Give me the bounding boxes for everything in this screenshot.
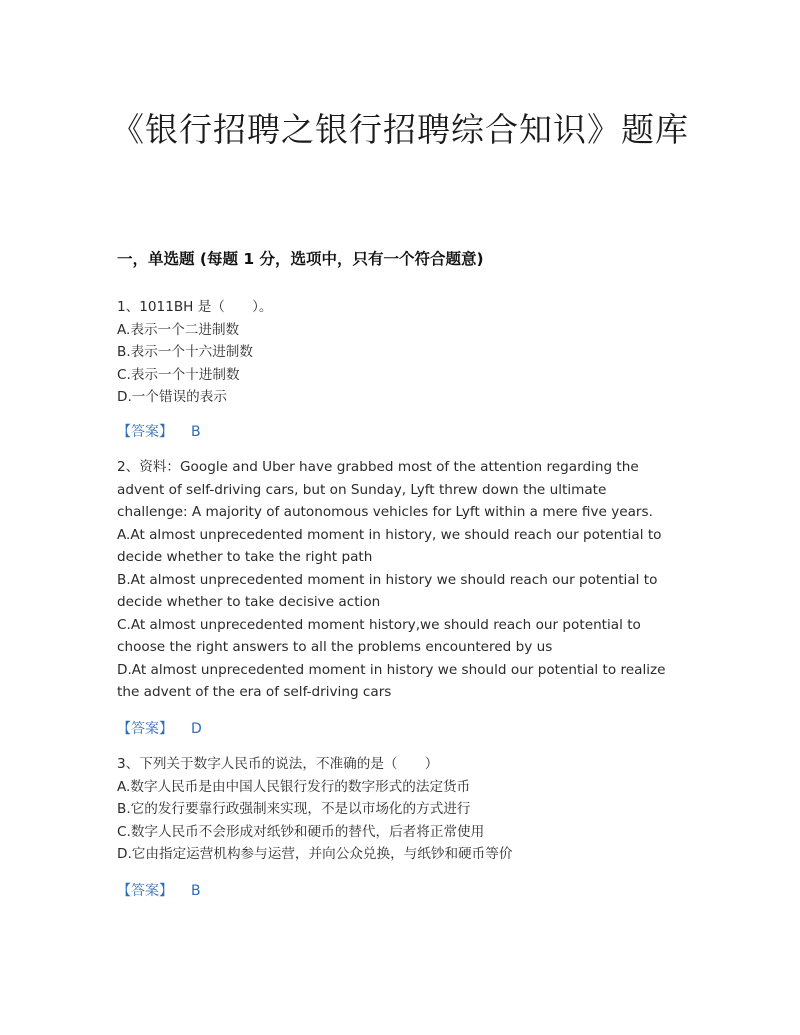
question-stem: 3、下列关于数字人民币的说法，不准确的是（ ）: [117, 756, 439, 772]
option-d: D.它由指定运营机构参与运营，并向公众兑换，与纸钞和硬币等价: [117, 846, 513, 862]
section-heading: 一，单选题 (每题 1 分，选项中，只有一个符合题意): [117, 250, 484, 268]
question-2: [117, 456, 677, 704]
answer-value: B: [191, 424, 201, 440]
answer-label: 【答案】: [117, 424, 173, 440]
question-stem: 2、资料：Google and Uber have grabbed most of the attention regarding the advent of self-driving cars, but on Sunday, Lyft threw down the ultimate challenge: A majority of autonomous vehicles for Lyft within a mere five years.: [117, 459, 653, 520]
option-b: B.它的发行要靠行政强制来实现，不是以市场化的方式进行: [117, 801, 471, 817]
answer-2: [117, 718, 202, 738]
option-a: A.表示一个二进制数: [117, 321, 240, 338]
option-c: C.数字人民币不会形成对纸钞和硬币的替代，后者将正常使用: [117, 823, 485, 840]
option-c: C.表示一个十进制数: [117, 366, 240, 383]
page-title: 《银行招聘之银行招聘综合知识》题库: [111, 110, 689, 149]
question-stem: 1、1011BH 是（ ）。: [117, 299, 273, 315]
answer-value: D: [191, 721, 202, 737]
question-3: [117, 753, 677, 866]
option-d: D.At almost unprecedented moment in history we should our potential to realize the advent of the era of self-driving cars: [117, 661, 666, 700]
option-c: C.At almost unprecedented moment history,we should reach our potential to choose the right answers to all the problems encountered by us: [117, 616, 641, 655]
option-b: B.At almost unprecedented moment in history we should reach our potential to decide whether to take decisive action: [117, 571, 658, 610]
answer-1: [117, 421, 201, 441]
answer-3: [117, 880, 201, 900]
option-b: B.表示一个十六进制数: [117, 344, 253, 360]
question-1: [117, 296, 677, 409]
option-a: A.At almost unprecedented moment in history, we should reach our potential to decide whether to take the right path: [117, 526, 662, 565]
option-a: A.数字人民币是由中国人民银行发行的数字形式的法定货币: [117, 778, 471, 795]
answer-label: 【答案】: [117, 883, 173, 899]
answer-value: B: [191, 883, 201, 899]
answer-label: 【答案】: [117, 721, 173, 737]
option-d: D.一个错误的表示: [117, 389, 227, 405]
